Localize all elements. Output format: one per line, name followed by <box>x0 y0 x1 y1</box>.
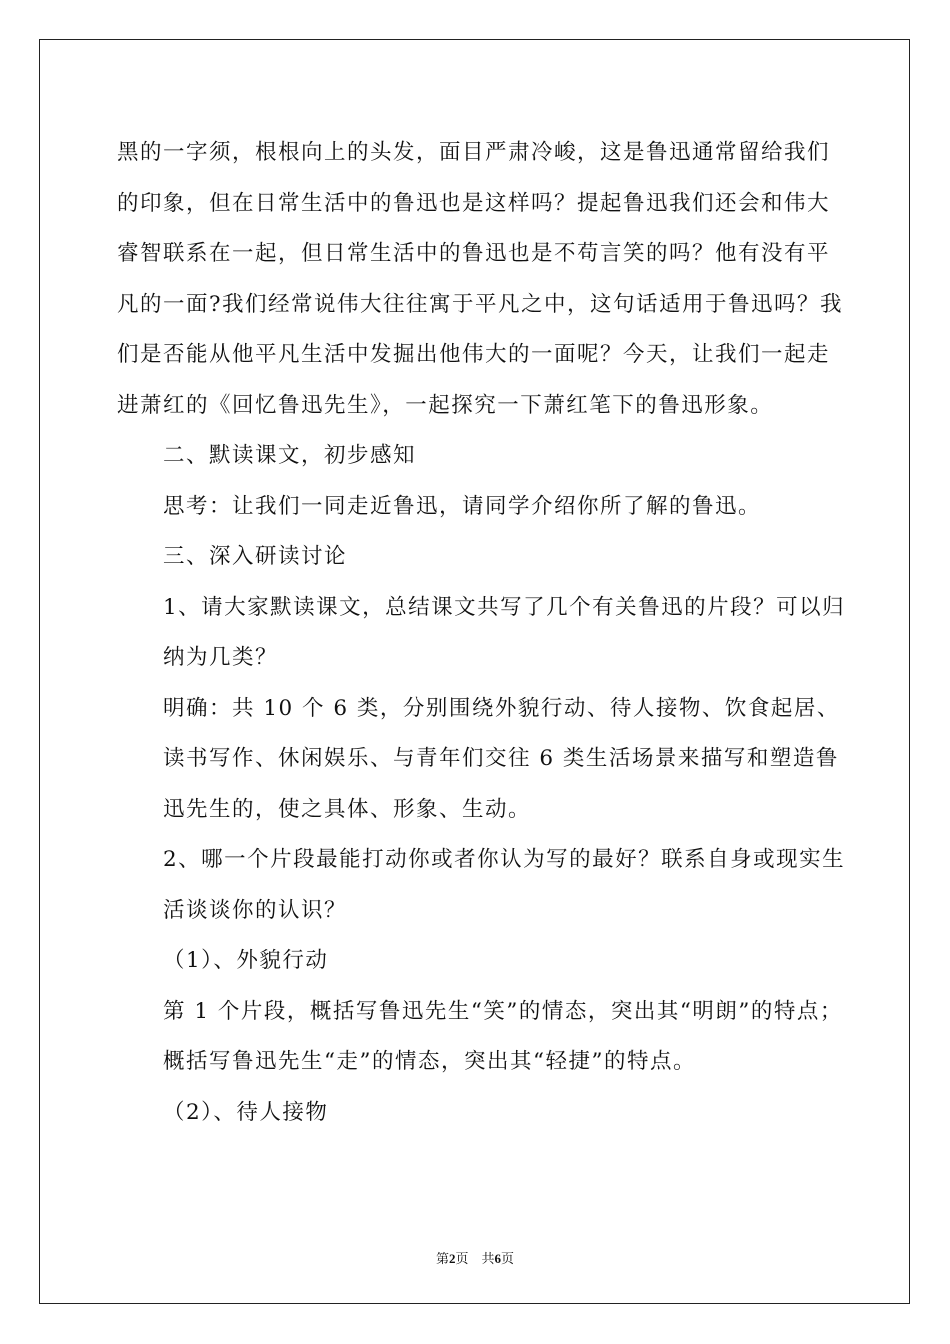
footer-total-pages: 6 <box>494 1251 501 1266</box>
section-heading-3: 三、深入研读讨论 <box>163 544 348 569</box>
paragraph-think: 思考：让我们一同走近鲁迅，请同学介绍你所了解的鲁迅。 <box>163 493 762 519</box>
question-2: 2、哪一个片段最能打动你或者你认为写的最好？联系自身或现实生活谈谈你的认识？ <box>163 847 846 923</box>
section-heading-2: 二、默读课文，初步感知 <box>163 443 417 468</box>
footer-mid: 页 共 <box>455 1251 495 1266</box>
paragraph-1: 黑的一字须，根根向上的头发，面目严肃冷峻，这是鲁迅通常留给我们的印象，但在日常生活中的鲁迅也是这样吗？提起鲁迅我们还会和伟大睿智联系在一起，但日常生活中的鲁迅也是不苟言笑的吗？他有没有平凡的一面?我们经常说伟大往往寓于平凡之中，这句话适用于鲁迅吗？我们是否能从他平凡生活中发掘出他伟大的一面呢？今天，让我们一起走进萧红的《回忆鲁迅先生》，一起探究一下萧红笔下的鲁迅形象。 <box>117 140 844 418</box>
page-footer <box>0 1248 950 1267</box>
answer-1: 明确：共 10 个 6 类，分别围绕外貌行动、待人接物、饮食起居、读书写作、休闲娱乐、与青年们交往 6 类生活场景来描写和塑造鲁迅先生的，使之具体、形象、生动。 <box>163 695 840 822</box>
question-1: 1、请大家默读课文，总结课文共写了几个有关鲁迅的片段？可以归纳为几类？ <box>163 594 846 670</box>
document-body <box>117 128 847 1138</box>
subheading-1: （1）、外貌行动 <box>163 948 329 973</box>
subheading-2: （2）、待人接物 <box>163 1099 329 1125</box>
footer-prefix: 第 <box>435 1251 449 1266</box>
footer-suffix: 页 <box>501 1251 515 1266</box>
footer-page-number: 2 <box>448 1251 456 1266</box>
paragraph-segment-1: 第 1 个片段，概括写鲁迅先生“笑”的情态，突出其“明朗”的特点；概括写鲁迅先生“走”的情态，突出其“轻捷”的特点。 <box>163 998 843 1074</box>
